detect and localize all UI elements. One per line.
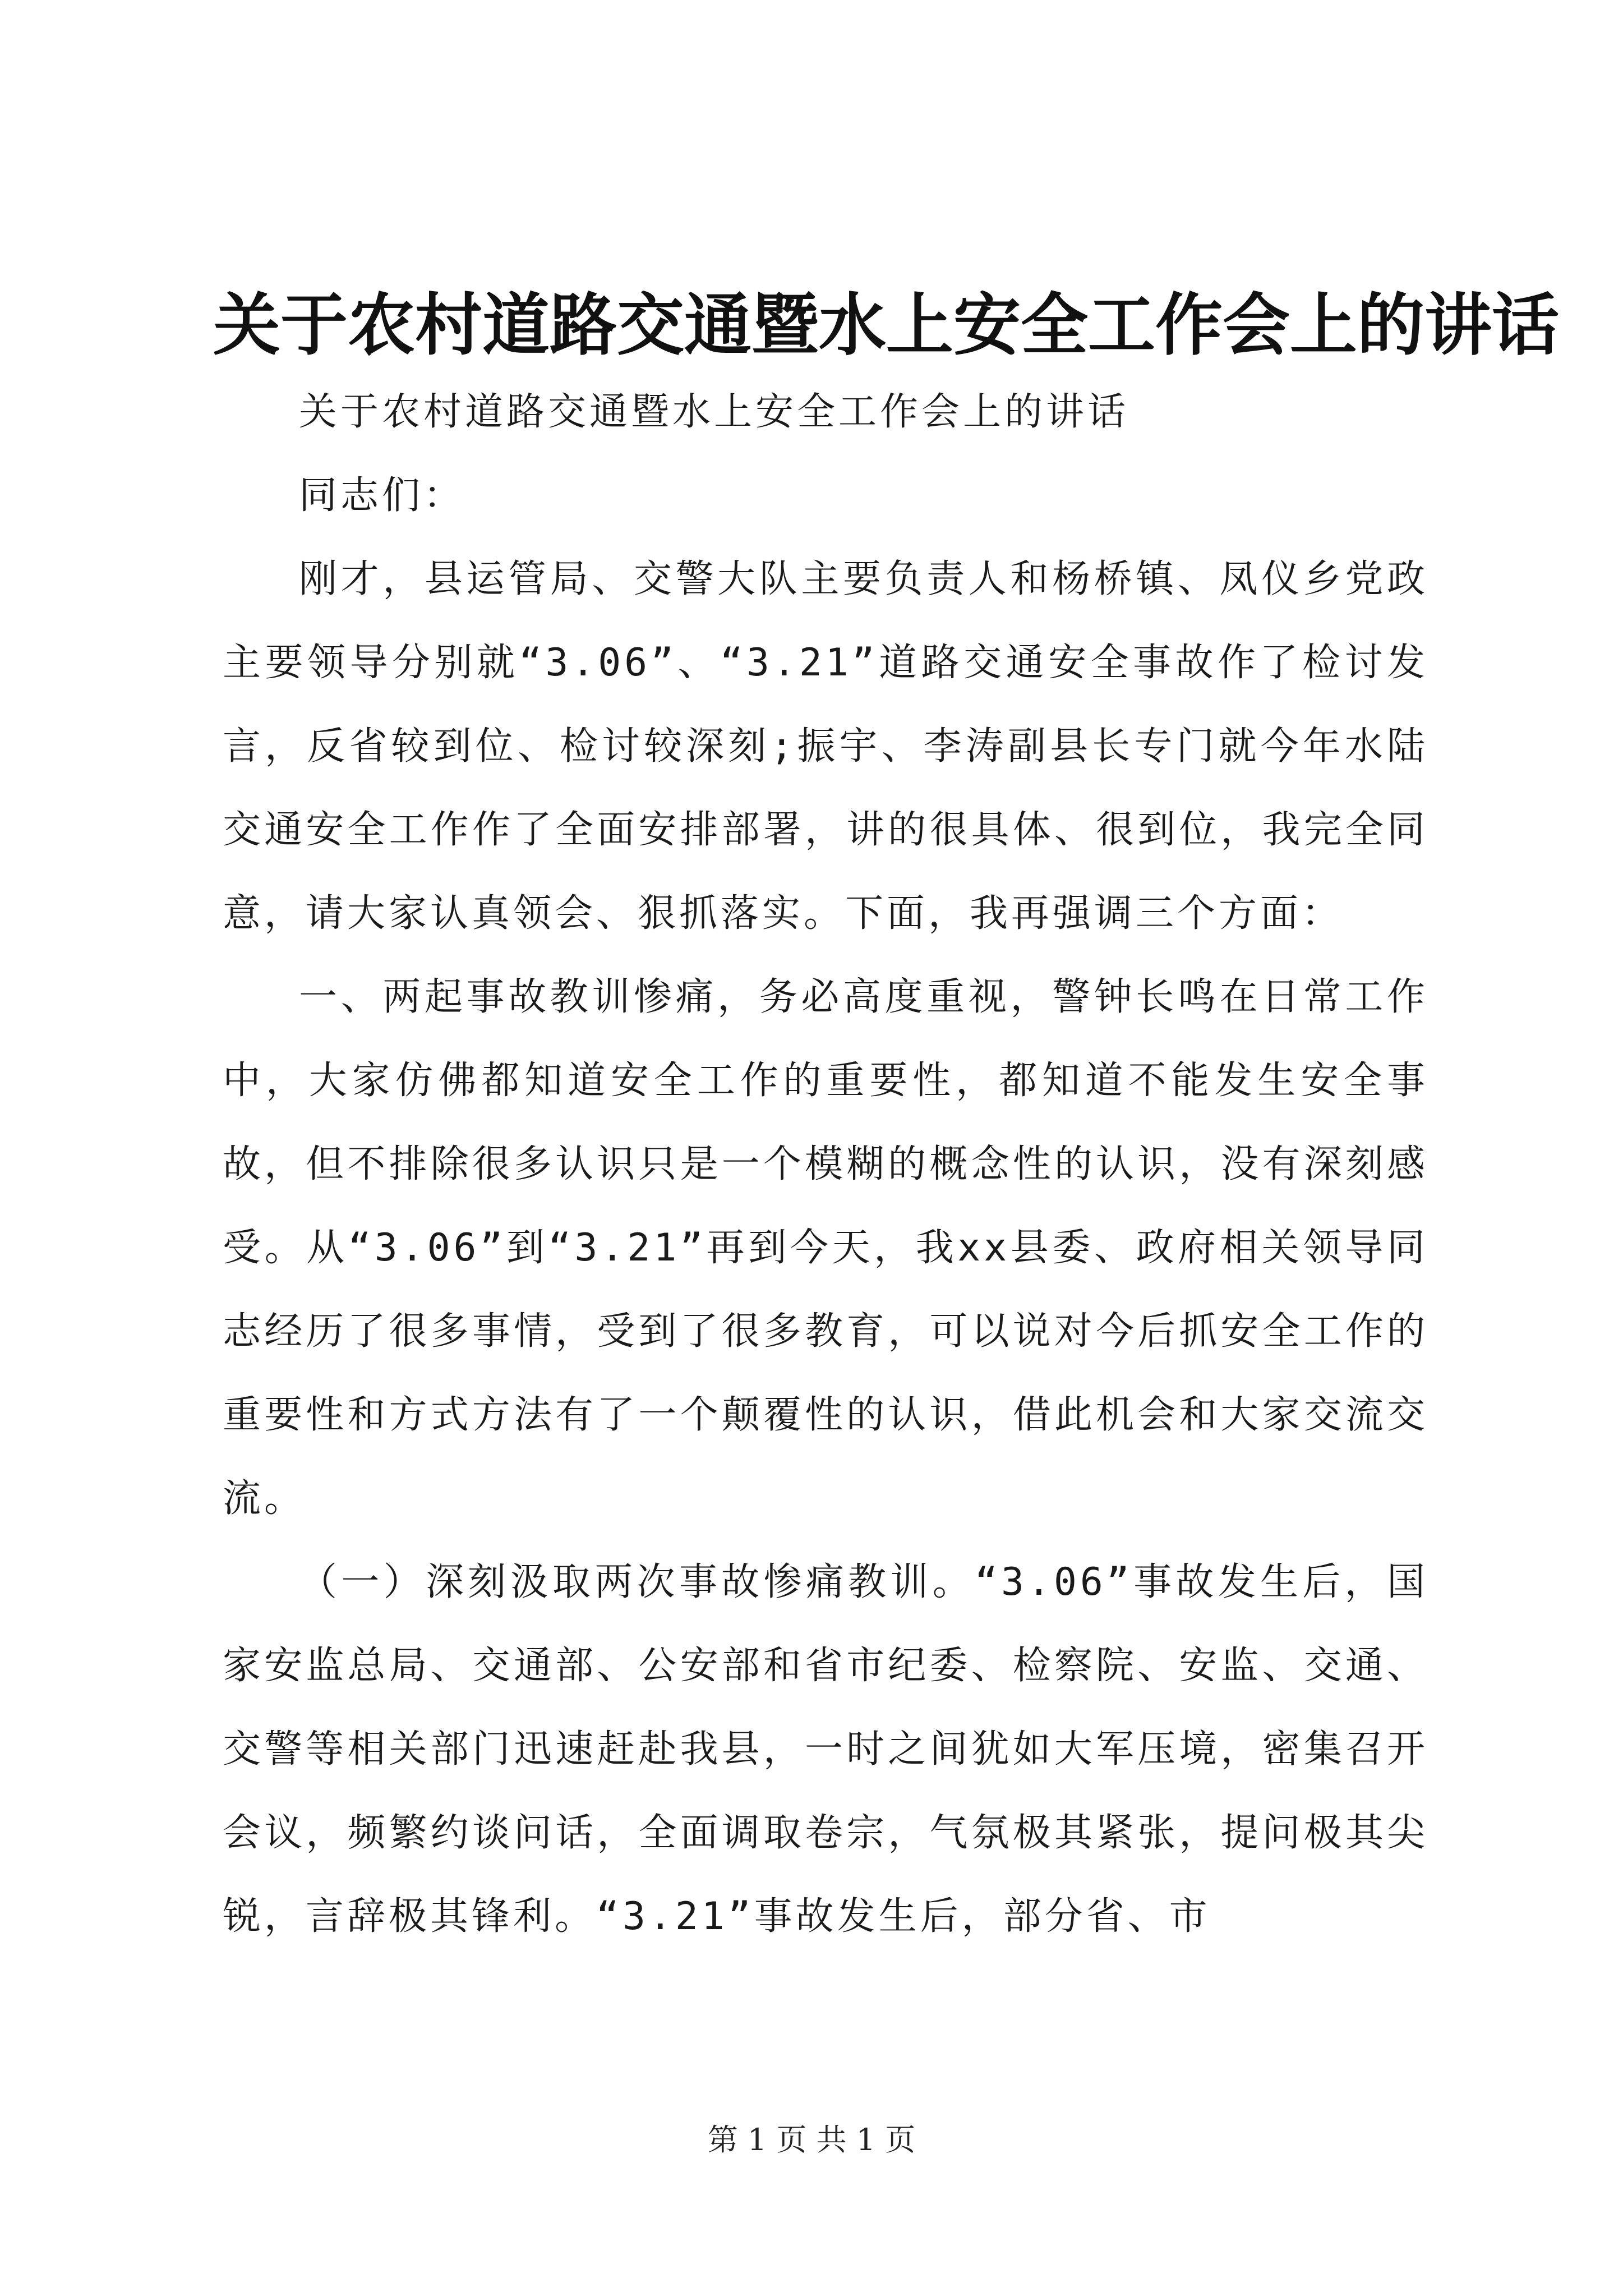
body-paragraph: 一、两起事故教训惨痛，务必高度重视，警钟长鸣在日常工作中，大家仿佛都知道安全工作的重要性，都知道不能发生安全事故，但不排除很多认识只是一个模糊的概念性的认识，没有深刻感受。从“3.06”到“3.21”再到今天，我xx县委、政府相关领导同志经历了很多事情，受到了很多教育，可以说对今后抓安全工作的重要性和方式方法有了一个颠覆性的认识，借此机会和大家交流交流。 xyxy=(223,975,1428,1521)
body-paragraph: 刚才，县运管局、交警大队主要负责人和杨桥镇、凤仪乡党政主要领导分别就“3.06”、“3.21”道路交通安全事故作了检讨发言，反省较到位、检讨较深刻;振宇、李涛副县长专门就今年水陆交通安全工作作了全面安排部署，讲的很具体、很到位，我完全同意，请大家认真领会、狠抓落实。下面，我再强调三个方面： xyxy=(223,557,1428,936)
document-body xyxy=(223,370,1428,1958)
body-paragraph: （一）深刻汲取两次事故惨痛教训。“3.06”事故发生后，国家安监总局、交通部、公安部和省市纪委、检察院、安监、交通、交警等相关部门迅速赶赴我县，一时之间犹如大军压境，密集召开会议，频繁约谈问话，全面调取卷宗，气氛极其紧张，提问极其尖锐，言辞极其锋利。“3.21”事故发生后，部分省、市 xyxy=(223,1560,1428,1939)
salutation-paragraph: 同志们： xyxy=(299,473,465,518)
page-number-footer: 第 1 页 共 1 页 xyxy=(707,2122,916,2157)
document-title: 关于农村道路交通暨水上安全工作会上的讲话 xyxy=(213,286,1559,365)
subtitle-paragraph: 关于农村道路交通暨水上安全工作会上的讲话 xyxy=(299,390,1129,434)
